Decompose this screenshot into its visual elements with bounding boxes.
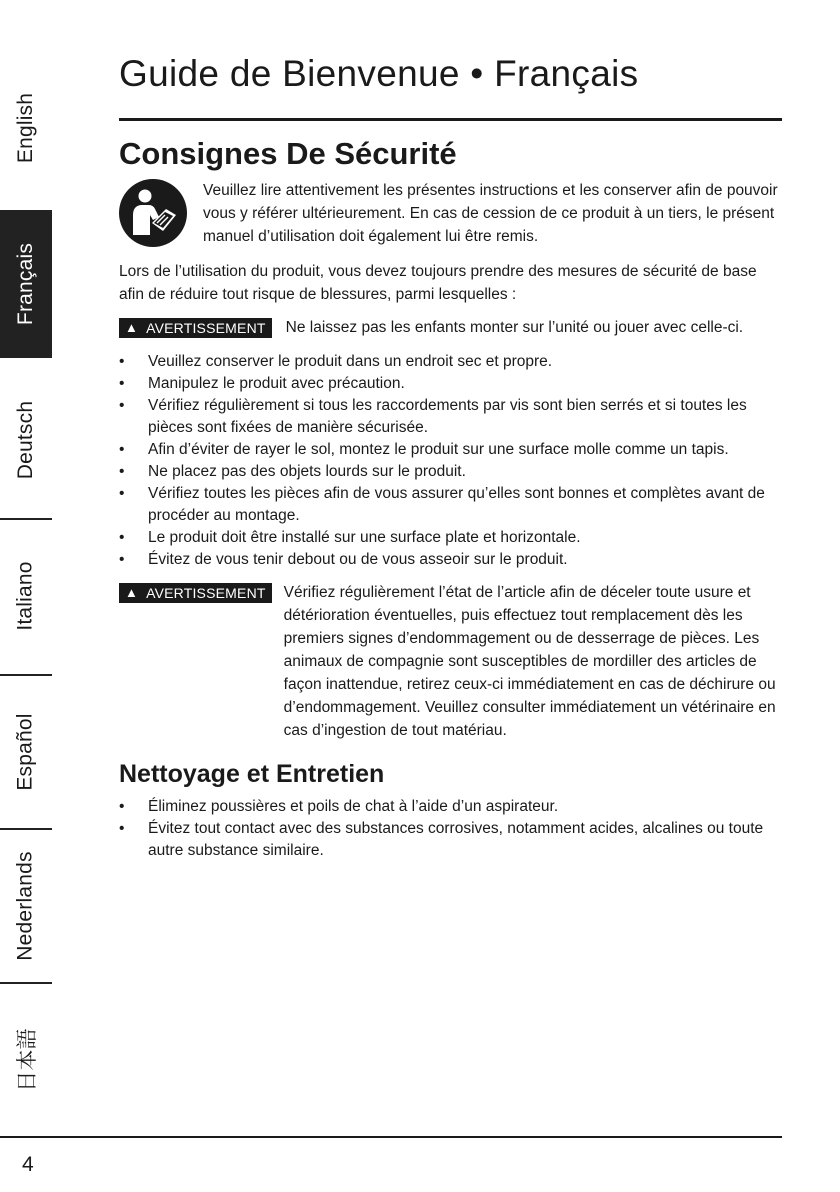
list-item: • Vérifiez toutes les pièces afin de vous assurer qu’elles sont bonnes et complètes avant de procéder au montage.: [119, 483, 782, 527]
cleaning-section-title: Nettoyage et Entretien: [119, 760, 385, 788]
warning-badge: [119, 318, 272, 338]
tab-espanol-label: Español: [14, 713, 38, 791]
tab-italiano[interactable]: [0, 522, 52, 670]
list-item: • Évitez tout contact avec des substances corrosives, notamment acides, alcalines ou toute autre substance similaire.: [119, 818, 782, 862]
list-item: • Évitez de vous tenir debout ou de vous asseoir sur le produit.: [119, 549, 782, 571]
tab-english-label: English: [14, 92, 37, 164]
safety-bullet-list: [119, 351, 782, 571]
list-item: • Afin d’éviter de rayer le sol, montez le produit sur une surface molle comme un tapis.: [119, 439, 782, 461]
list-item: • Ne placez pas des objets lourds sur le produit.: [119, 461, 782, 483]
cleaning-bullet-list: [119, 796, 782, 862]
list-item: • Vérifiez régulièrement si tous les raccordements par vis sont bien serrés et si toutes les pièces sont fixées de manière sécurisée.: [119, 395, 782, 439]
language-sidebar: [0, 54, 52, 1134]
read-manual-icon: [119, 179, 187, 247]
list-item: • Veuillez conserver le produit dans un endroit sec et propre.: [119, 351, 782, 373]
tab-divider: [0, 518, 52, 520]
safety-intro: Lors de l’utilisation du produit, vous devez toujours prendre des mesures de sécurité de base afin de réduire tout risque de blessures, parmi lesquelles :: [119, 263, 757, 303]
warning-triangle-icon: ▲: [125, 585, 139, 600]
warning-block-children: [119, 316, 782, 339]
tab-espanol[interactable]: [0, 678, 52, 826]
list-item: • Éliminez poussières et poils de chat à l’aide d’un aspirateur.: [119, 796, 782, 818]
safety-section-title: Consignes De Sécurité: [119, 136, 457, 171]
list-item: • Le produit doit être installé sur une surface plate et horizontale.: [119, 527, 782, 549]
warning-badge-label: AVERTISSEMENT: [146, 585, 266, 601]
tab-italiano-label: Italiano: [14, 561, 38, 631]
tab-japanese-label: 日本語: [16, 1028, 40, 1092]
tab-japanese[interactable]: [0, 986, 52, 1134]
page-title: Guide de Bienvenue • Français: [119, 53, 639, 94]
warning-text: Vérifiez régulièrement l’état de l’article afin de déceler toute usure et détérioration éventuelles, puis effectuez tout remplacement dès les premiers signes d’endommagement ou de desserrage de pièces. Les animaux de compagnie sont susceptibles de mordiller des articles de façon inattendue, retirez ceux-ci immédiatement en cas de déchirure ou d’endommagement. Veuillez consulter immédiatement un vétérinaire en cas d’ingestion de tout matériau.: [283, 584, 776, 739]
tab-deutsch[interactable]: [0, 366, 52, 514]
list-item: • Manipulez le produit avec précaution.: [119, 373, 782, 395]
title-divider: [119, 118, 782, 121]
warning-text: Ne laissez pas les enfants monter sur l’unité ou jouer avec celle-ci.: [285, 319, 744, 336]
warning-block-inspection: [119, 581, 782, 742]
tab-francais-label: Français: [14, 242, 37, 326]
read-instructions-block: [119, 179, 782, 248]
tab-nederlands-label: Nederlands: [14, 851, 37, 961]
read-instructions-text: Veuillez lire attentivement les présentes instructions et les conserver afin de pouvoir vous y référer ultérieurement. En cas de cession de ce produit à un tiers, le présent manuel d’utilisation doit également lui être remis.: [203, 182, 778, 245]
tab-nederlands[interactable]: [0, 832, 52, 980]
warning-triangle-icon: ▲: [125, 320, 139, 335]
page-number: 4: [22, 1153, 34, 1176]
tab-divider: [0, 982, 52, 984]
warning-badge-label: AVERTISSEMENT: [146, 320, 266, 336]
tab-english[interactable]: [0, 54, 52, 202]
tab-deutsch-label: Deutsch: [14, 400, 38, 480]
warning-badge: [119, 583, 272, 603]
tab-francais[interactable]: [0, 210, 52, 358]
footer-divider: [0, 1136, 782, 1138]
tab-divider: [0, 828, 52, 830]
page-content: [119, 52, 782, 862]
tab-divider: [0, 674, 52, 676]
